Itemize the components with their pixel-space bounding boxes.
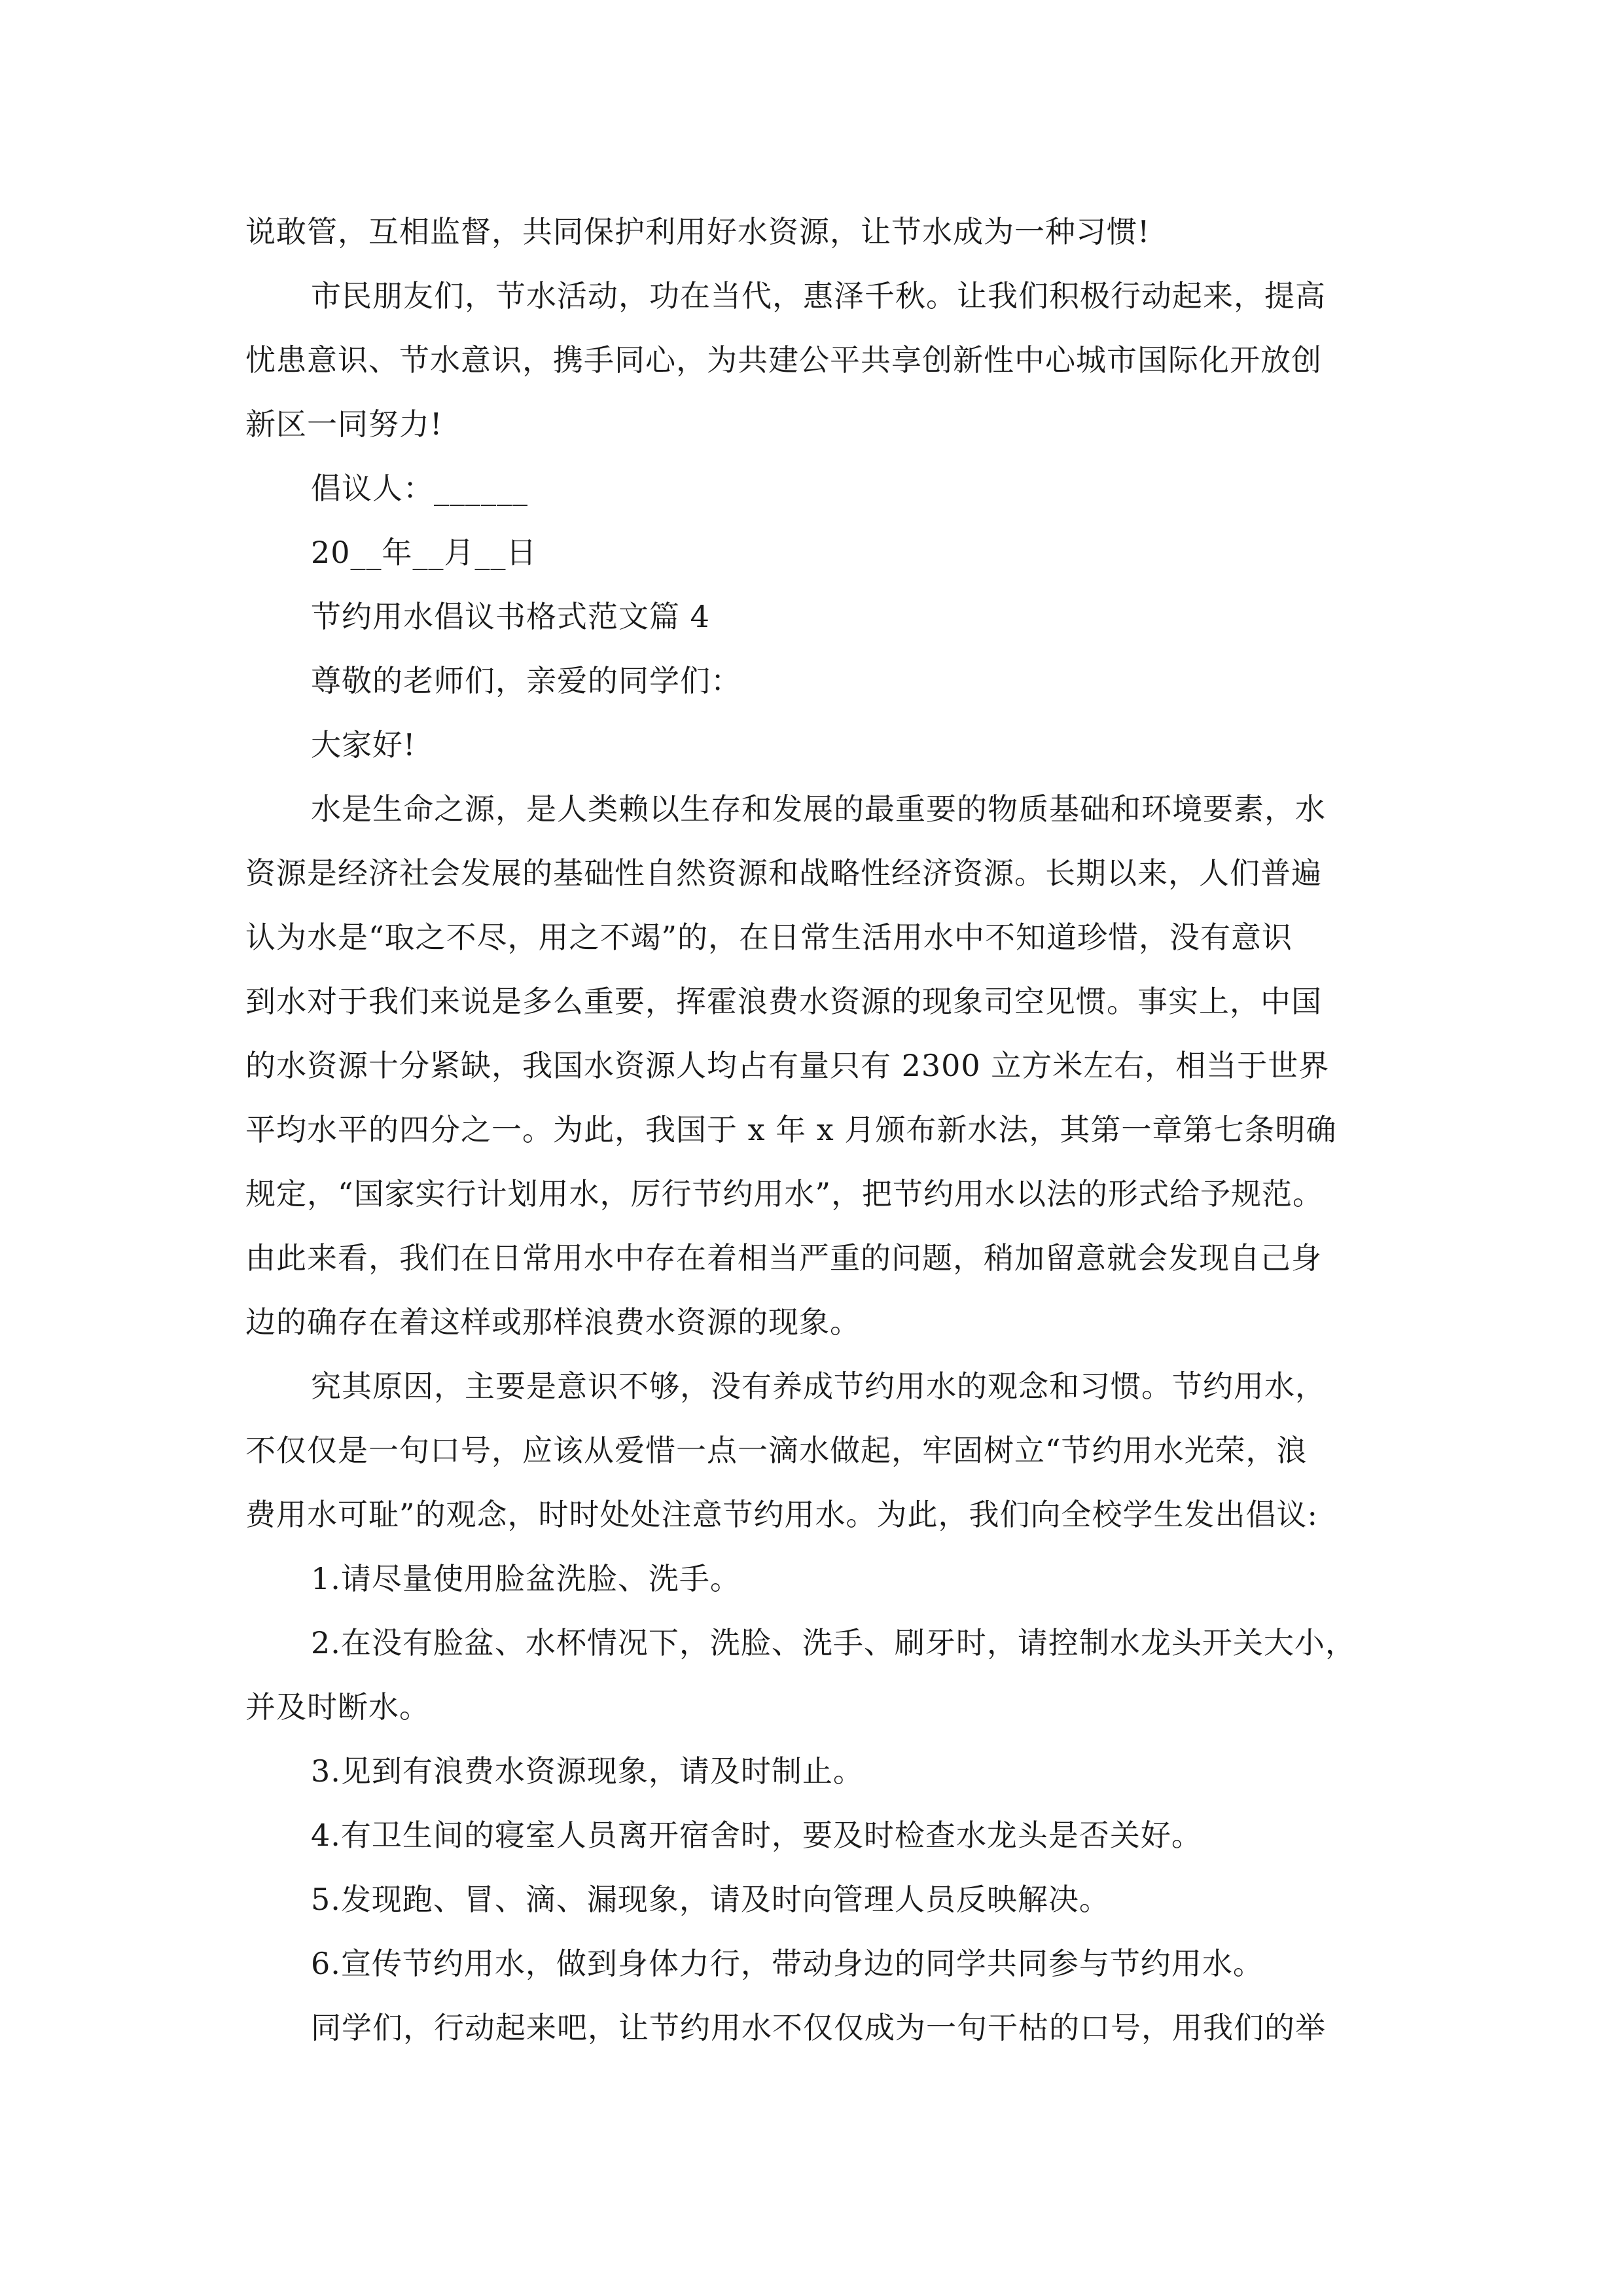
text-line: 不仅仅是一句口号，应该从爱惜一点一滴水做起，牢固树立“节约用水光荣，浪 [245, 1433, 1308, 1468]
text-line: 水是生命之源，是人类赖以生存和发展的最重要的物质基础和环境要素，水 [311, 791, 1326, 827]
text-line: 同学们，行动起来吧，让节约用水不仅仅成为一句干枯的口号，用我们的举 [311, 2010, 1326, 2045]
text-line: 认为水是“取之不尽，用之不竭”的，在日常生活用水中不知道珍惜，没有意识 [245, 920, 1293, 955]
text-line: 说敢管，互相监督，共同保护利用好水资源，让节水成为一种习惯! [245, 214, 1150, 249]
list-item: 5.发现跑、冒、滴、漏现象，请及时向管理人员反映解决。 [311, 1882, 1110, 1917]
section-title: 节约用水倡议书格式范文篇 4 [311, 599, 710, 634]
text-line: 由此来看，我们在日常用水中存在着相当严重的问题，稍加留意就会发现自己身 [245, 1240, 1322, 1276]
list-item: 4.有卫生间的寝室人员离开宿舍时，要及时检查水龙头是否关好。 [311, 1818, 1202, 1853]
text-line: 市民朋友们，节水活动，功在当代，惠泽千秋。让我们积极行动起来，提高 [311, 278, 1326, 314]
text-line: 平均水平的四分之一。为此，我国于 x 年 x 月颁布新水法，其第一章第七条明确 [245, 1112, 1337, 1147]
text-line: 的水资源十分紧缺，我国水资源人均占有量只有 2300 立方米左右，相当于世界 [245, 1048, 1330, 1083]
signature-line: 倡议人：______ [311, 471, 528, 506]
text-line: 资源是经济社会发展的基础性自然资源和战略性经济资源。长期以来，人们普遍 [245, 855, 1322, 891]
text-line: 到水对于我们来说是多么重要，挥霍浪费水资源的现象司空见惯。事实上，中国 [245, 984, 1322, 1019]
text-line: 规定，“国家实行计划用水，厉行节约用水”，把节约用水以法的形式给予规范。 [245, 1176, 1324, 1211]
text-line: 边的确存在着这样或那样浪费水资源的现象。 [245, 1304, 861, 1340]
list-item: 6.宣传节约用水，做到身体力行，带动身边的同学共同参与节约用水。 [311, 1946, 1264, 1981]
text-line: 究其原因，主要是意识不够，没有养成节约用水的观念和习惯。节约用水， [311, 1369, 1326, 1404]
text-line: 费用水可耻”的观念，时时处处注意节约用水。为此，我们向全校学生发出倡议: [245, 1497, 1319, 1532]
list-item: 1.请尽量使用脸盆洗脸、洗手。 [311, 1561, 741, 1596]
list-item: 3.见到有浪费水资源现象，请及时制止。 [311, 1753, 864, 1789]
document-page [245, 200, 1397, 2060]
text-line: 忧患意识、节水意识，携手同心，为共建公平共享创新性中心城市国际化开放创 [245, 342, 1322, 378]
text-line: 新区一同努力! [245, 406, 443, 442]
list-item: 2.在没有脸盆、水杯情况下，洗脸、洗手、刷牙时，请控制水龙头开关大小， [311, 1625, 1356, 1660]
list-item-continuation: 并及时断水。 [245, 1689, 430, 1725]
salutation: 尊敬的老师们，亲爱的同学们： [311, 663, 741, 698]
date-line: 20__年__月__日 [311, 535, 537, 570]
greeting: 大家好! [311, 727, 416, 762]
